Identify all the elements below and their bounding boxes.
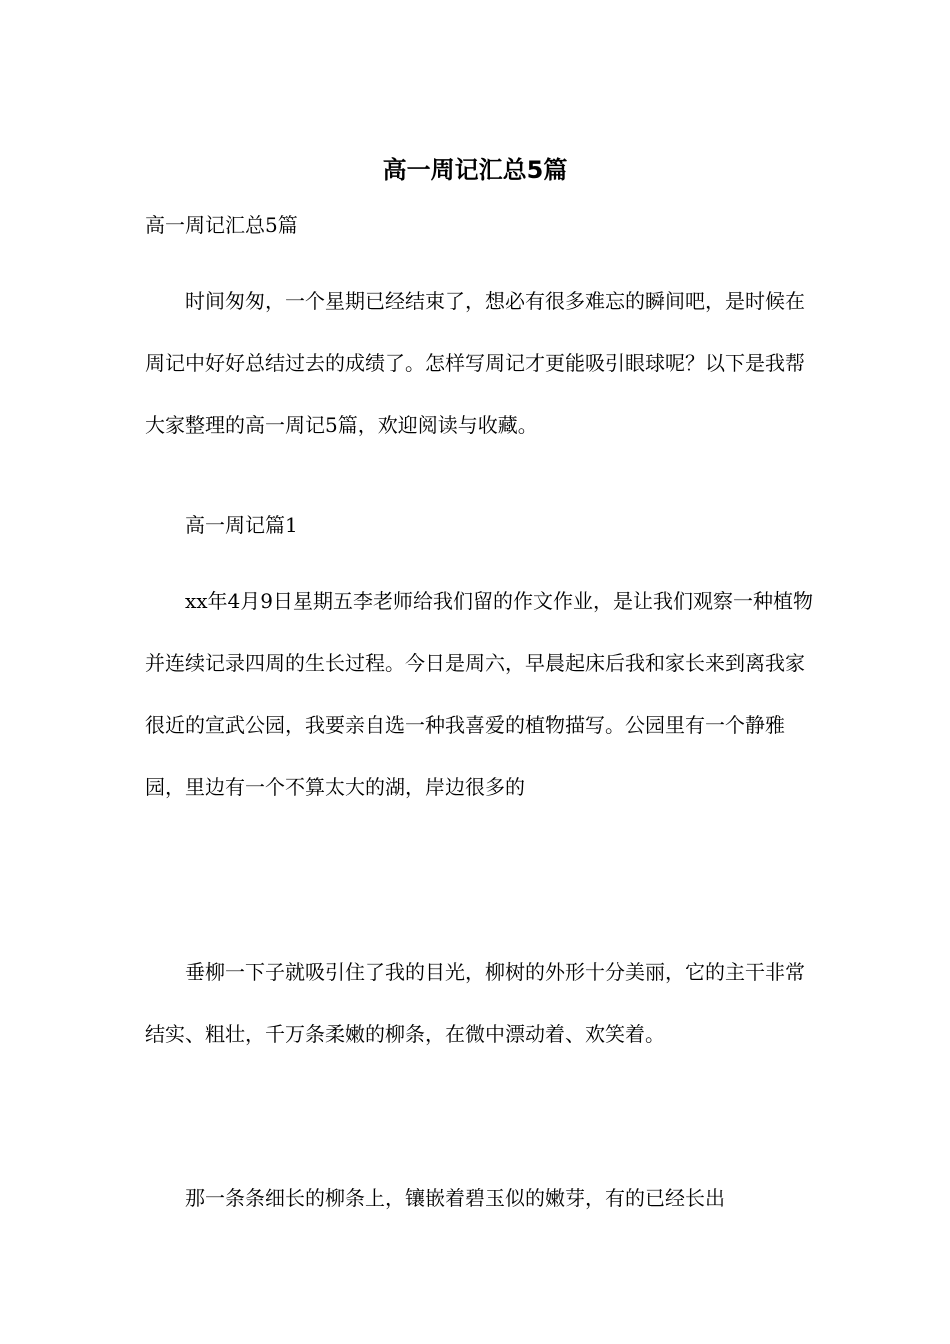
body-paragraph: 那一条条细长的柳条上，镶嵌着碧玉似的嫩芽，有的已经长出	[185, 1186, 725, 1210]
body-paragraph: 垂柳一下子就吸引住了我的目光，柳树的外形十分美丽，它的主干非常结实、粗壮，千万条柔嫩的柳条，在微中漂动着、欢笑着。	[145, 960, 805, 1046]
section-heading: 高一周记篇1	[185, 513, 298, 537]
document-title: 高一周记汇总5篇	[382, 156, 568, 184]
document-subtitle: 高一周记汇总5篇	[145, 213, 298, 237]
body-paragraph: xx年4月9日星期五李老师给我们留的作文作业，是让我们观察一种植物并连续记录四周的生长过程。今日是周六，早晨起床后我和家长来到离我家很近的宣武公园，我要亲自选一种我喜爱的植物描写。公园里有一个静雅园，里边有一个不算太大的湖，岸边很多的	[145, 589, 814, 799]
intro-paragraph: 时间匆匆，一个星期已经结束了，想必有很多难忘的瞬间吧，是时候在周记中好好总结过去的成绩了。怎样写周记才更能吸引眼球呢？以下是我帮大家整理的高一周记5篇，欢迎阅读与收藏。	[145, 289, 805, 437]
